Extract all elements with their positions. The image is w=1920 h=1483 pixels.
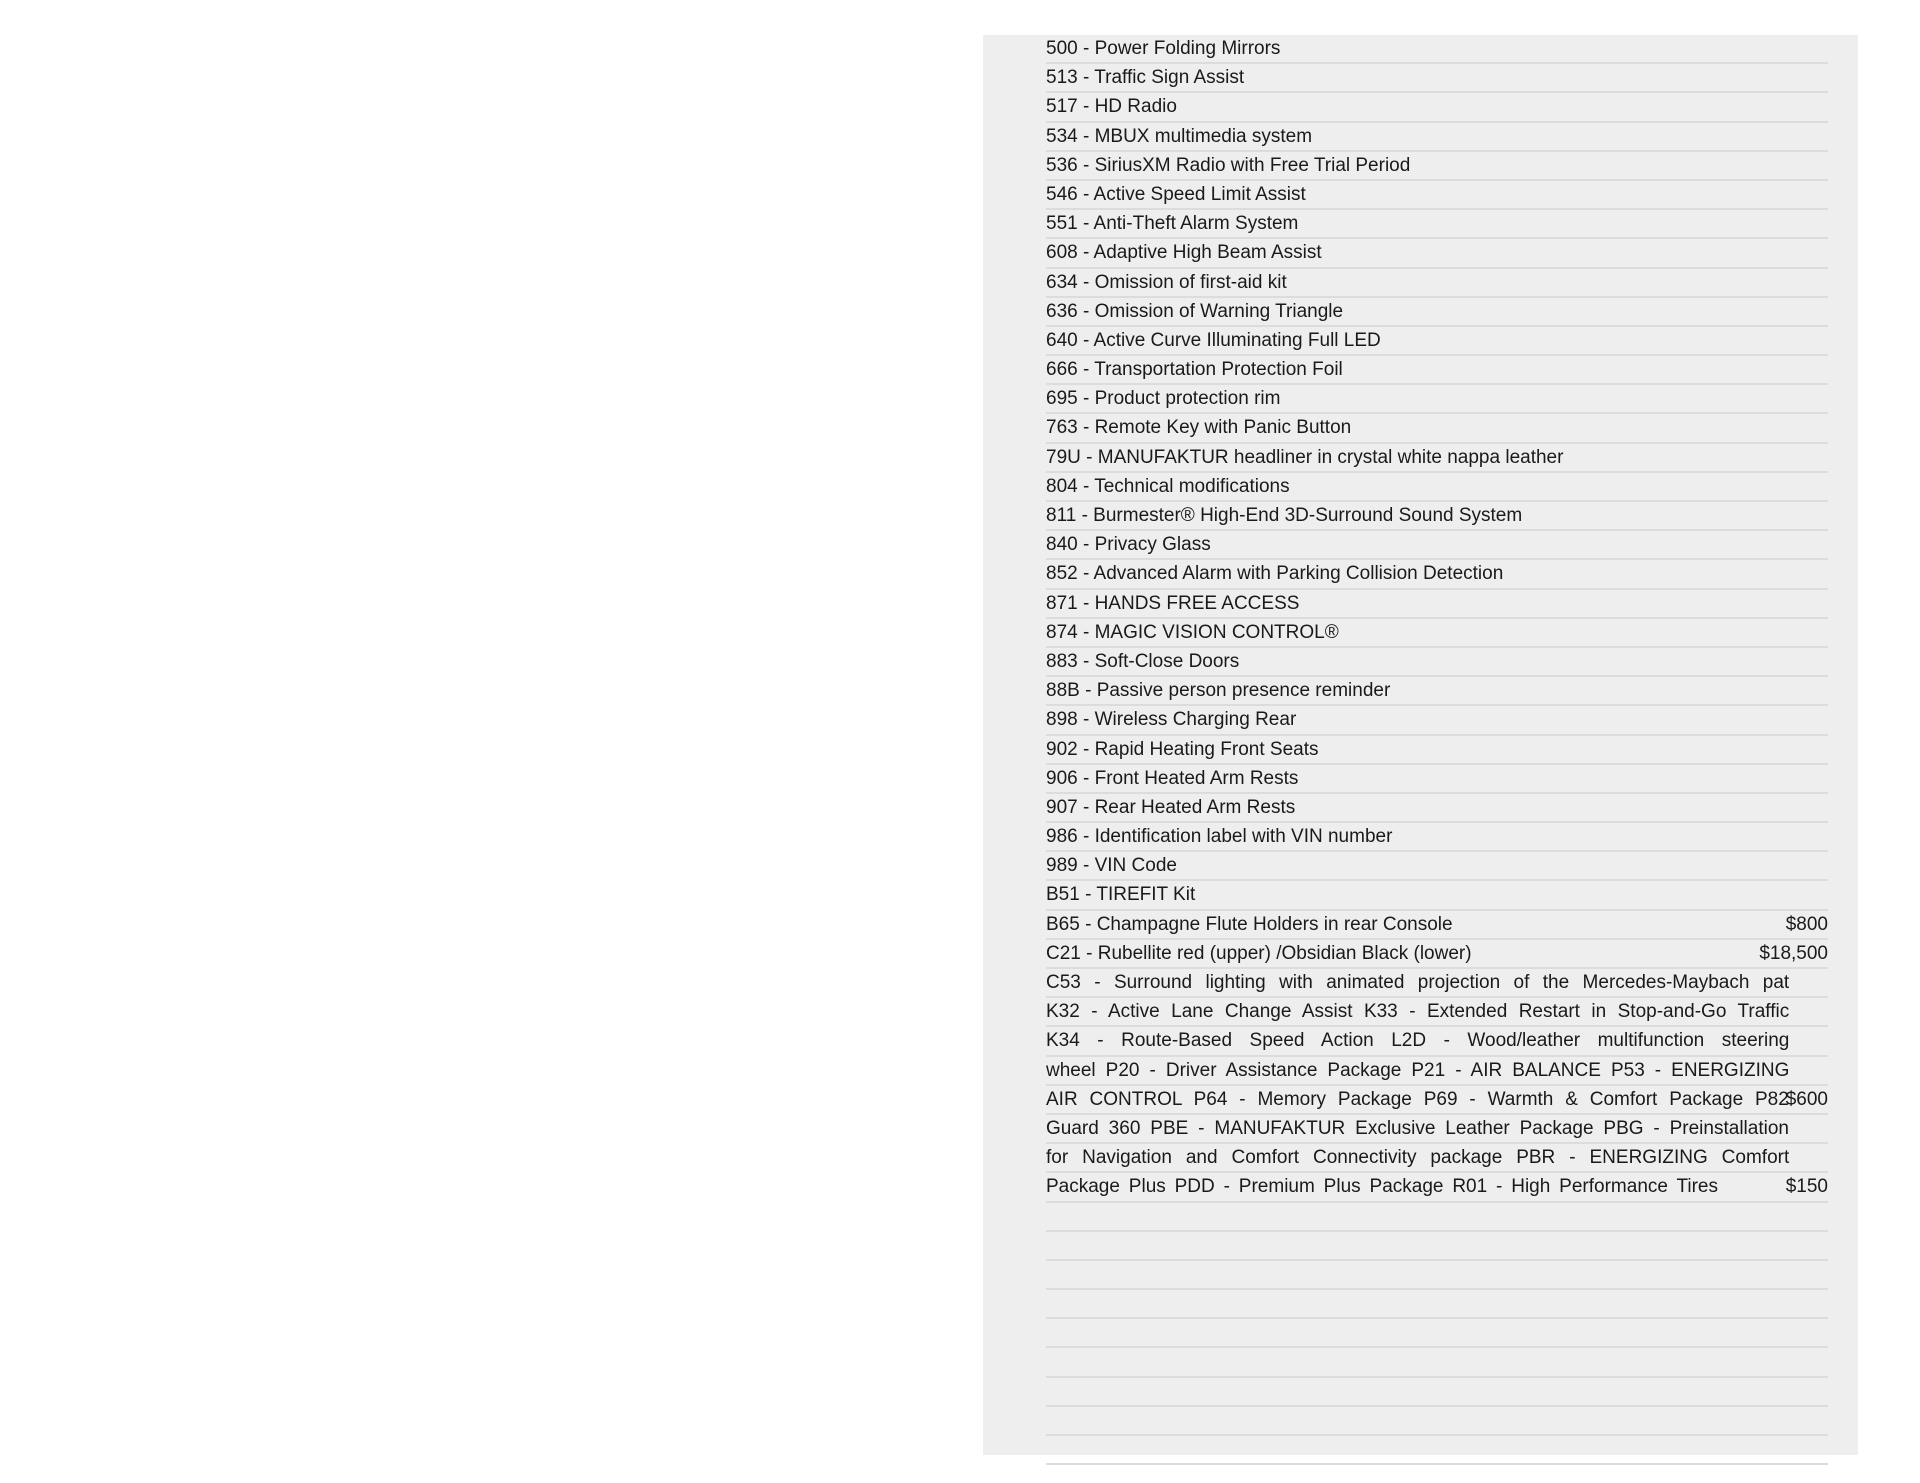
option-row [1046, 590, 1828, 619]
empty-ruled-line [1046, 1203, 1828, 1232]
option-row [1046, 531, 1828, 560]
option-label: 534 - MBUX multimedia system [1046, 125, 1313, 147]
option-row [1046, 794, 1828, 823]
option-row [1046, 706, 1828, 735]
option-row [1046, 648, 1828, 677]
option-row [1046, 444, 1828, 473]
option-price: $18,500 [1759, 942, 1828, 964]
options-panel [983, 35, 1858, 1455]
option-row [1046, 181, 1828, 210]
option-label: 636 - Omission of Warning Triangle [1046, 300, 1344, 322]
option-label: 907 - Rear Heated Arm Rests [1046, 796, 1296, 818]
option-price: $800 [1785, 913, 1828, 935]
option-label: 906 - Front Heated Arm Rests [1046, 767, 1299, 789]
option-label: 989 - VIN Code [1046, 855, 1177, 877]
option-label: 666 - Transportation Protection Foil [1046, 359, 1343, 381]
empty-ruled-line [1046, 1319, 1828, 1348]
option-line-text: for Navigation and Comfort Connectivity package PBR - ENERGIZING Comfort [1046, 1147, 1790, 1169]
option-text-line [1046, 1057, 1828, 1086]
option-text-line [1046, 1027, 1828, 1056]
option-text-line [1046, 969, 1828, 998]
option-label: 986 - Identification label with VIN number [1046, 826, 1393, 848]
option-label: 634 - Omission of first-aid kit [1046, 271, 1287, 293]
option-row [1046, 327, 1828, 356]
option-label: 811 - Burmester® High-End 3D-Surround Sound System [1046, 505, 1523, 526]
option-line-text: AIR CONTROL P64 - Memory Package P69 - Warmth & Comfort Package P82 [1046, 1088, 1789, 1110]
option-row [1046, 852, 1828, 881]
option-row [1046, 385, 1828, 414]
option-text-line [1046, 998, 1828, 1027]
option-price: $150 [1785, 1176, 1828, 1198]
option-row [1046, 123, 1828, 152]
empty-ruled-line [1046, 1407, 1828, 1436]
option-line-text: Guard 360 PBE - MANUFAKTUR Exclusive Leather Package PBG - Preinstallation [1046, 1117, 1789, 1139]
option-row [1046, 473, 1828, 502]
option-line-text: K32 - Active Lane Change Assist K33 - Extended Restart in Stop-and-Go Traffic [1046, 1001, 1790, 1023]
option-row [1046, 152, 1828, 181]
option-price: $600 [1785, 1088, 1828, 1110]
option-line-text: K34 - Route-Based Speed Action L2D - Wood/leather multifunction steering [1046, 1030, 1790, 1052]
option-row [1046, 502, 1828, 531]
empty-ruled-line [1046, 1378, 1828, 1407]
option-row [1046, 210, 1828, 239]
option-label: 536 - SiriusXM Radio with Free Trial Period [1046, 154, 1411, 176]
option-line-text: C53 - Surround lighting with animated projection of the Mercedes-Maybach pat [1046, 972, 1790, 993]
option-label: 871 - HANDS FREE ACCESS [1046, 592, 1300, 614]
option-row [1046, 35, 1828, 64]
option-row [1046, 736, 1828, 765]
option-row [1046, 677, 1828, 706]
option-label: 763 - Remote Key with Panic Button [1046, 417, 1352, 439]
option-line-text: wheel P20 - Driver Assistance Package P21 - AIR BALANCE P53 - ENERGIZING [1046, 1059, 1790, 1081]
option-row [1046, 765, 1828, 794]
option-label: 695 - Product protection rim [1046, 388, 1281, 410]
options-list [1046, 35, 1828, 1465]
option-text-line [1046, 1115, 1828, 1144]
option-row [1046, 911, 1828, 940]
option-label: 640 - Active Curve Illuminating Full LED [1046, 329, 1381, 351]
option-row [1046, 269, 1828, 298]
empty-ruled-line [1046, 1290, 1828, 1319]
option-row [1046, 881, 1828, 910]
option-label: 517 - HD Radio [1046, 96, 1177, 118]
option-label: 79U - MANUFAKTUR headliner in crystal white nappa leather [1046, 446, 1564, 468]
empty-ruled-line [1046, 1436, 1828, 1465]
option-text-line [1046, 1086, 1828, 1115]
empty-ruled-line [1046, 1348, 1828, 1377]
option-label: 551 - Anti-Theft Alarm System [1046, 213, 1299, 235]
option-label: 608 - Adaptive High Beam Assist [1046, 242, 1322, 264]
option-row [1046, 298, 1828, 327]
option-row [1046, 560, 1828, 589]
option-label: 874 - MAGIC VISION CONTROL® [1046, 621, 1339, 643]
option-label: 513 - Traffic Sign Assist [1046, 67, 1245, 89]
option-row [1046, 64, 1828, 93]
option-label: B65 - Champagne Flute Holders in rear Console [1046, 913, 1453, 935]
option-text-line [1046, 1173, 1828, 1202]
option-row [1046, 414, 1828, 443]
option-label: 902 - Rapid Heating Front Seats [1046, 738, 1319, 760]
option-label: 500 - Power Folding Mirrors [1046, 38, 1281, 59]
option-line-text: Package Plus PDD - Premium Plus Package R01 - High Performance Tires [1046, 1176, 1718, 1198]
option-row [1046, 93, 1828, 122]
option-label: B51 - TIREFIT Kit [1046, 884, 1196, 906]
option-row [1046, 940, 1828, 969]
option-row [1046, 239, 1828, 268]
option-label: 883 - Soft-Close Doors [1046, 650, 1240, 672]
option-label: 852 - Advanced Alarm with Parking Collision Detection [1046, 563, 1504, 585]
option-row [1046, 823, 1828, 852]
option-label: 840 - Privacy Glass [1046, 534, 1211, 556]
option-label: C21 - Rubellite red (upper) /Obsidian Black (lower) [1046, 942, 1472, 964]
empty-ruled-line [1046, 1261, 1828, 1290]
option-label: 546 - Active Speed Limit Assist [1046, 183, 1306, 205]
option-row [1046, 619, 1828, 648]
option-label: 898 - Wireless Charging Rear [1046, 709, 1297, 731]
empty-ruled-line [1046, 1232, 1828, 1261]
option-label: 804 - Technical modifications [1046, 475, 1290, 497]
option-label: 88B - Passive person presence reminder [1046, 680, 1391, 702]
option-text-line [1046, 1144, 1828, 1173]
option-row [1046, 356, 1828, 385]
